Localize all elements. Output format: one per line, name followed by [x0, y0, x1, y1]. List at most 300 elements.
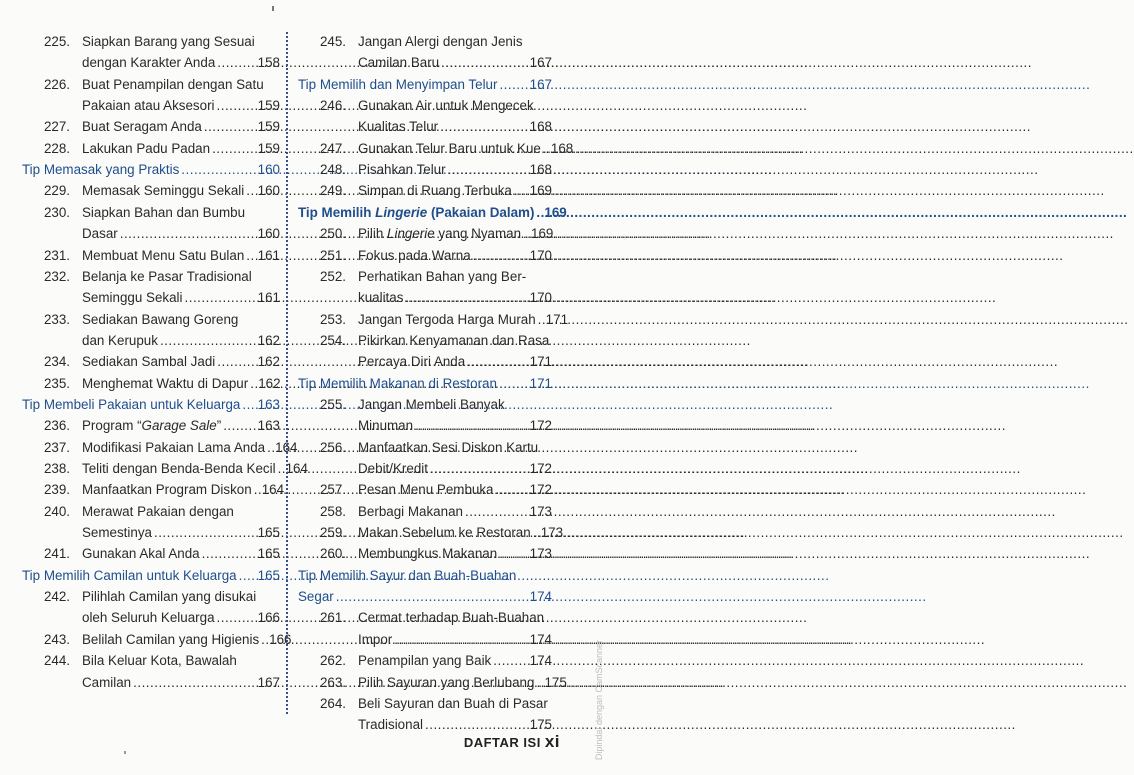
entry-page-number: 174 [529, 631, 552, 647]
toc-entry-line[interactable] [18, 117, 280, 137]
toc-section-heading[interactable] [298, 566, 552, 586]
toc-entry-line[interactable] [18, 288, 280, 308]
dot-leader [246, 181, 255, 201]
entry-title: Beli Sayuran dan Buah di Pasar [358, 695, 548, 711]
entry-title: Menghemat Waktu di Dapur [82, 375, 249, 391]
dot-leader [154, 523, 256, 543]
dot-leader [523, 224, 529, 244]
dot-leader [217, 96, 256, 116]
entry-title: Manfaatkan Sesi Diskon Kartu [358, 439, 539, 455]
entry-text [358, 438, 552, 458]
entry-number: 262. [319, 653, 346, 669]
entry-number: 226. [43, 76, 70, 92]
toc-section-line [18, 566, 280, 586]
entry-title: Pikirkan Kenyamanan dan Rasa [358, 332, 550, 348]
dot-leader [181, 160, 255, 180]
toc-entry-line[interactable] [294, 246, 552, 266]
toc-entry-line[interactable] [18, 374, 280, 394]
dot-leader [430, 459, 528, 479]
entry-title: Belilah Camilan yang Higienis [82, 631, 260, 647]
entry-number: 229. [43, 183, 70, 199]
toc-entry-line[interactable] [18, 480, 285, 500]
toc-entry-line[interactable] [294, 438, 552, 458]
toc-entry-line[interactable] [294, 352, 552, 372]
entry-title: Sediakan Sambal Jadi [82, 354, 216, 370]
entry-title: Program “Garage Sale” [82, 418, 222, 434]
toc-entry-line[interactable] [294, 608, 552, 628]
toc-entry-line[interactable] [18, 331, 280, 351]
entry-title: Buat Penampilan dengan Satu [82, 76, 264, 92]
section-title: Tip Memilih Makanan di Restoran [298, 375, 497, 391]
dot-leader [160, 331, 256, 351]
entry-number: 239. [43, 482, 70, 498]
dot-leader [212, 139, 256, 159]
dot-leader [499, 544, 527, 564]
toc-entry-line[interactable] [18, 587, 280, 607]
entry-title: Pakaian atau Aksesori [82, 98, 215, 114]
entry-title: Tradisional [358, 717, 423, 733]
dot-leader [514, 181, 528, 201]
entry-text [358, 267, 552, 287]
toc-entry-line[interactable] [18, 416, 280, 436]
entry-page-number: 162 [257, 354, 280, 370]
toc-section-line [294, 587, 552, 607]
entry-text [82, 374, 280, 394]
entry-title: Gunakan Air untuk Mengecek [358, 98, 534, 114]
toc-entry-line[interactable] [18, 224, 280, 244]
entry-page-number: 171 [529, 354, 552, 370]
section-title: Tip Memasak yang Praktis [22, 162, 180, 178]
entry-text [358, 139, 574, 159]
entry-text [82, 139, 280, 159]
page-footer [464, 732, 560, 752]
section-page-number: 174 [529, 589, 552, 605]
entry-number: 249. [319, 183, 346, 199]
entry-text [82, 288, 280, 308]
entry-number: 242. [43, 589, 70, 605]
toc-entry-line[interactable] [18, 438, 298, 458]
toc-entry-line[interactable] [18, 523, 280, 543]
entry-page-number: 172 [529, 461, 552, 476]
toc-section-heading[interactable] [22, 566, 280, 586]
entry-title: Jangan Tergoda Harga Murah [358, 311, 536, 327]
section-page-number: 167 [529, 76, 552, 92]
entry-text [358, 53, 552, 73]
toc-entry-line[interactable] [18, 267, 280, 287]
entry-page-number: 169 [531, 226, 554, 242]
entry-title: Impor [358, 631, 393, 647]
section-title: Tip Memilih Lingerie (Pakaian Dalam) [298, 204, 535, 220]
entry-text [358, 608, 552, 628]
entry-page-number: 158 [257, 55, 280, 71]
entry-title: Penampilan yang Baik [358, 653, 492, 669]
entry-text [82, 267, 280, 287]
toc-section-heading[interactable] [22, 160, 280, 180]
toc-entry-line[interactable] [18, 544, 280, 564]
entry-text [358, 523, 564, 543]
entry-text [358, 288, 552, 308]
entry-text [82, 310, 280, 330]
italic-term: Garage Sale [141, 418, 217, 434]
entry-text [82, 651, 280, 671]
entry-text [358, 416, 552, 436]
entry-text [82, 544, 280, 564]
entry-number: 264. [319, 695, 346, 711]
entry-text [82, 331, 280, 351]
entry-text [358, 630, 552, 650]
toc-entry-line[interactable] [294, 395, 552, 415]
dot-leader [543, 139, 549, 159]
entry-page-number: 175 [544, 674, 567, 690]
dot-leader [217, 53, 255, 73]
entry-number: 259. [319, 525, 346, 541]
entry-title: dan Kerupuk [82, 332, 158, 348]
toc-entry-line[interactable] [18, 502, 280, 522]
entry-page-number: 168 [550, 140, 574, 156]
dot-leader [217, 608, 256, 628]
toc-entry-line[interactable] [294, 416, 552, 436]
entry-number: 252. [319, 268, 346, 284]
entry-page-number: 163 [257, 418, 280, 434]
entry-text [358, 502, 552, 522]
entry-number: 258. [319, 503, 346, 519]
entry-page-number: 160 [257, 183, 280, 199]
entry-number: 241. [43, 546, 70, 562]
entry-text [82, 459, 308, 479]
entry-text [82, 75, 280, 95]
entry-text [82, 416, 280, 436]
entry-page-number: 160 [257, 226, 280, 242]
entry-title: Camilan Baru [358, 55, 440, 71]
entry-number: 233. [43, 311, 70, 327]
entry-text [82, 181, 280, 201]
entry-number: 228. [43, 140, 70, 156]
entry-text [358, 480, 552, 500]
entry-title: Minuman [358, 418, 414, 434]
entry-number: 243. [43, 631, 70, 647]
section-title: Tip Memilih dan Menyimpan Telur [298, 76, 498, 92]
entry-number: 261. [319, 610, 346, 626]
toc-section-heading[interactable] [22, 395, 280, 415]
entry-text [358, 181, 552, 201]
entry-text [358, 544, 552, 564]
entry-number: 260. [319, 546, 346, 562]
entry-title: Pilihlah Camilan yang disukai [82, 589, 257, 605]
dot-leader [473, 246, 528, 266]
dot-leader [250, 374, 256, 394]
toc-entry-line[interactable] [294, 480, 552, 500]
toc-section-heading[interactable] [298, 203, 567, 223]
dot-leader [204, 117, 256, 137]
toc-entry-line[interactable] [294, 630, 552, 650]
dot-leader [223, 416, 255, 436]
entry-page-number: 167 [257, 674, 280, 690]
toc-entry-line[interactable] [18, 651, 280, 671]
entry-number: 246. [319, 98, 346, 114]
italic-term: Lingerie [375, 204, 428, 220]
entry-text [82, 352, 280, 372]
entry-number: 256. [319, 439, 346, 455]
section-page-number: 163 [257, 396, 280, 412]
entry-title: Gunakan Telur Baru untuk Kue [358, 140, 541, 156]
entry-page-number: 164 [275, 439, 298, 455]
dot-leader [405, 288, 527, 308]
entry-title: Jangan Membeli Banyak [358, 396, 505, 412]
toc-section-line [294, 374, 552, 394]
toc-entry-line[interactable] [18, 203, 280, 223]
dot-leader [533, 523, 539, 543]
entry-title: Cermat terhadap Buah-Buahan [358, 610, 545, 626]
toc-entry-line[interactable] [18, 630, 292, 650]
entry-page-number: 164 [261, 482, 285, 498]
toc-entry-line[interactable] [18, 246, 280, 266]
footer-page-number: xi [544, 732, 560, 751]
toc-entry-line[interactable] [18, 310, 280, 330]
dot-leader [254, 480, 260, 500]
entry-title: Perhatikan Bahan yang Ber- [358, 268, 527, 284]
entry-text [358, 310, 569, 330]
entry-title: Seminggu Sekali [82, 290, 183, 306]
entry-page-number: 170 [529, 290, 552, 306]
entry-page-number: 159 [257, 119, 280, 135]
entry-page-number: 169 [529, 183, 552, 199]
entry-text [82, 246, 280, 266]
toc-entry-line[interactable] [294, 502, 552, 522]
entry-title: Manfaatkan Program Diskon [82, 482, 252, 498]
entry-number: 232. [43, 268, 70, 284]
dot-leader [394, 630, 527, 650]
section-title: Tip Memilih Camilan untuk Keluarga [22, 567, 237, 583]
dot-leader [415, 416, 528, 436]
entry-text [82, 438, 298, 458]
entry-page-number: 162 [258, 375, 281, 391]
dot-leader [120, 224, 256, 244]
entry-title: Semestinya [82, 525, 152, 541]
scanner-watermark: Dipindai dengan CamScanner [594, 640, 604, 761]
entry-text [358, 694, 552, 714]
toc-section-heading[interactable] [298, 587, 552, 607]
entry-title: Pisahkan Telur [358, 162, 446, 178]
entry-page-number: 173 [529, 546, 552, 562]
entry-text [358, 395, 552, 415]
section-title: Tip Membeli Pakaian untuk Keluarga [22, 396, 241, 412]
entry-page-number: 165 [257, 525, 280, 541]
entry-title: Sediakan Bawang Goreng [82, 311, 239, 327]
entry-title: Buat Seragam Anda [82, 119, 202, 135]
toc-entry-line[interactable] [18, 139, 280, 159]
entry-number: 255. [319, 396, 346, 412]
entry-text [358, 117, 552, 137]
toc-entry-line[interactable] [294, 288, 552, 308]
entry-page-number: 175 [529, 717, 552, 733]
toc-entry-line[interactable] [18, 352, 280, 372]
entry-number: 240. [43, 503, 70, 519]
entry-title: Gunakan Akal Anda [82, 546, 200, 562]
entry-title: Dasar [82, 226, 118, 242]
toc-section-line [294, 566, 552, 586]
dot-leader [246, 246, 255, 266]
italic-term: Lingerie [387, 226, 435, 242]
entry-text [82, 117, 280, 137]
entry-number: 236. [43, 418, 70, 434]
toc-entry-line[interactable] [18, 53, 280, 73]
entry-text [82, 96, 280, 116]
toc-entry-line[interactable] [18, 96, 280, 116]
entry-text [358, 331, 552, 351]
toc-entry-line[interactable] [294, 651, 552, 671]
entry-number: 238. [43, 461, 70, 476]
entry-title: oleh Seluruh Keluarga [82, 610, 215, 626]
entry-text [358, 32, 552, 52]
toc-entry-line[interactable] [294, 96, 552, 116]
toc-entry-line[interactable] [294, 331, 552, 351]
toc-section-line [294, 203, 567, 223]
dot-leader [536, 673, 542, 693]
entry-text [358, 673, 567, 693]
entry-text [358, 224, 552, 244]
section-page-number: 165 [257, 567, 280, 583]
entry-number: 245. [319, 34, 346, 49]
dot-leader [493, 651, 527, 671]
entry-text [82, 608, 280, 628]
toc-entry-line[interactable] [294, 544, 552, 564]
toc-section-line [18, 395, 280, 415]
entry-title: Pilih Sayuran yang Berlubang [358, 674, 535, 690]
dot-leader [133, 673, 256, 693]
entry-number: 230. [43, 204, 70, 220]
toc-entry-line[interactable] [18, 32, 280, 52]
entry-number: 253. [319, 311, 346, 327]
toc-entry-line[interactable] [294, 32, 552, 52]
toc-entry-line[interactable] [294, 53, 552, 73]
entry-number: 250. [319, 226, 346, 242]
entry-text [82, 480, 285, 500]
dot-leader [440, 117, 528, 137]
dot-leader [239, 566, 256, 586]
entry-number: 234. [43, 354, 70, 370]
toc-entry-line[interactable] [18, 673, 280, 693]
toc-entry-line[interactable] [294, 694, 552, 714]
entry-title: Siapkan Barang yang Sesuai [82, 34, 255, 49]
dot-leader [495, 480, 527, 500]
dot-leader [536, 203, 542, 223]
entry-text [358, 651, 552, 671]
dot-leader [185, 288, 256, 308]
entry-number: 248. [319, 162, 346, 178]
entry-title: Fokus pada Warna [358, 247, 471, 263]
toc-entry-line[interactable] [294, 139, 574, 159]
footer-label: DAFTAR ISI [463, 735, 541, 750]
entry-title: Berbagi Makanan [358, 503, 463, 519]
toc-entry-line[interactable] [294, 673, 567, 693]
dot-leader [336, 587, 528, 607]
toc-entry-line[interactable] [294, 224, 552, 244]
toc-entry-line[interactable] [294, 160, 552, 180]
entry-number: 225. [43, 34, 70, 49]
entry-page-number: 172 [529, 418, 552, 434]
entry-title: Percaya Diri Anda [358, 354, 466, 370]
dot-leader [538, 310, 544, 330]
column-divider [286, 32, 288, 714]
toc-entry-line[interactable] [294, 459, 552, 479]
entry-text [82, 203, 280, 223]
toc-entry-line[interactable] [18, 459, 308, 479]
entry-title: Jangan Alergi dengan Jenis [358, 34, 523, 49]
dot-leader [448, 160, 528, 180]
entry-title: Makan Sebelum ke Restoran [358, 525, 531, 541]
toc-section-heading[interactable] [298, 374, 552, 394]
entry-page-number: 172 [529, 482, 552, 498]
dot-leader [267, 438, 273, 458]
entry-page-number: 164 [285, 461, 308, 476]
entry-number: 254. [319, 332, 346, 348]
entry-page-number: 159 [257, 140, 280, 156]
dot-leader [441, 53, 528, 73]
dot-leader [467, 352, 527, 372]
toc-entry-line[interactable] [18, 75, 280, 95]
entry-title: Teliti dengan Benda-Benda Kecil [82, 461, 276, 476]
toc-entry-line[interactable] [18, 608, 280, 628]
scan-speck [124, 751, 126, 754]
entry-text [358, 246, 552, 266]
toc-entry-line[interactable] [18, 181, 280, 201]
section-title: Segar [298, 589, 334, 605]
entry-title: Kualitas Telur [358, 119, 439, 135]
entry-text [82, 32, 280, 52]
entry-text [358, 459, 552, 479]
entry-title: kualitas [358, 290, 404, 306]
entry-title: Membungkus Makanan [358, 546, 498, 562]
entry-page-number: 168 [529, 162, 552, 178]
entry-page-number: 173 [540, 525, 564, 541]
toc-entry-line[interactable] [294, 181, 552, 201]
toc-entry-line[interactable] [294, 523, 564, 543]
entry-page-number: 166 [257, 610, 280, 626]
dot-leader [499, 75, 527, 95]
entry-page-number: 174 [529, 653, 552, 669]
entry-text [82, 523, 280, 543]
toc-entry-line[interactable] [294, 267, 552, 287]
entry-title: Pilih Lingerie yang Nyaman [358, 226, 522, 242]
entry-title: Belanja ke Pasar Tradisional [82, 268, 252, 284]
toc-section-line [18, 160, 280, 180]
section-title: Tip Memilih Sayur dan Buah-Buahan [298, 567, 517, 583]
entry-page-number: 161 [257, 290, 280, 306]
entry-page-number: 171 [545, 311, 569, 327]
entry-page-number: 168 [529, 119, 552, 135]
entry-page-number: 166 [269, 631, 292, 647]
entry-title: Camilan [82, 674, 132, 690]
entry-text [358, 160, 552, 180]
entry-page-number: 167 [529, 55, 552, 71]
toc-entry-line[interactable] [294, 310, 569, 330]
entry-title: Merawat Pakaian dengan [82, 503, 234, 519]
dot-leader [278, 459, 284, 479]
entry-text [82, 630, 292, 650]
entry-page-number: 161 [257, 247, 280, 263]
entry-page-number: 162 [257, 332, 280, 348]
toc-section-line [294, 75, 552, 95]
toc-section-heading[interactable] [298, 75, 552, 95]
dot-leader [261, 630, 267, 650]
entry-text [82, 53, 280, 73]
section-page-number: 169 [544, 204, 567, 220]
entry-number: 227. [43, 119, 70, 135]
entry-page-number: 159 [257, 98, 280, 114]
entry-number: 257. [319, 482, 346, 498]
dot-leader [217, 352, 255, 372]
toc-entry-line[interactable] [294, 117, 552, 137]
